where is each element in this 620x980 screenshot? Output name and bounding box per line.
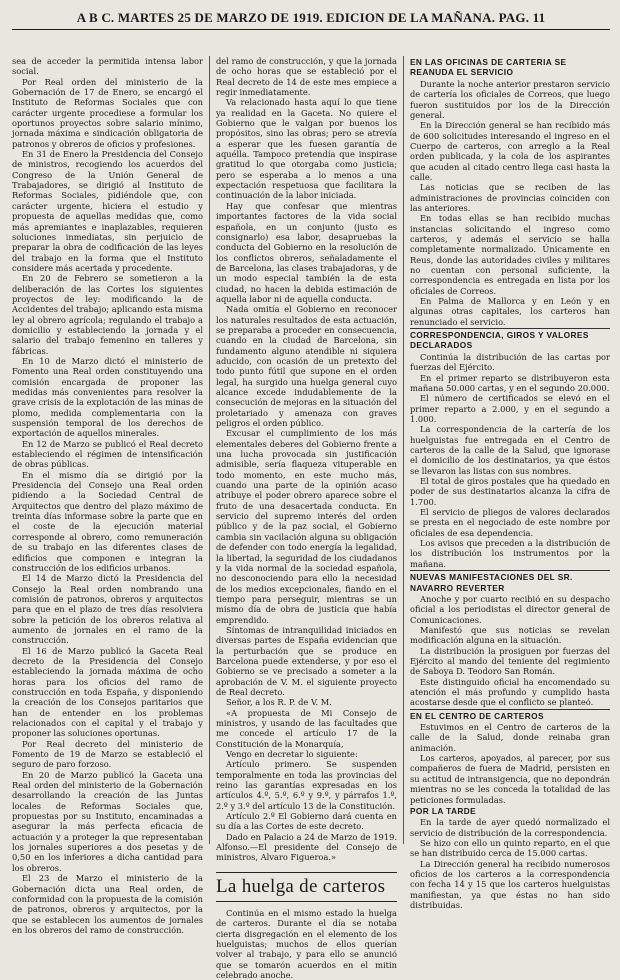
paragraph: «A propuesta de Mi Consejo de ministros, y usando de las facultades que me concede el artículo 17 de la Constitución de la Monarquía,	[216, 707, 397, 749]
paragraph: Dado en Palacio a 24 de Marzo de 1919. Alfonso.—El presidente del Consejo de ministros, Alvaro Figueroa.»	[216, 831, 397, 863]
paragraph: Excusar el cumplimiento de los más elementales deberes del Gobierno frente a una lucha provocada sin justificación admisible, sería flaqueza vituperable en todo momento, en este mucho más, cuando una parte de la opinión acaso atribuye el poder obrero aparece sobre el fruto de una desacertada conducta. En servicio del supremo interés del orden público y de la paz social, el Gobierno cambia sin vacilación alguna su obligación de defender con todo energía la legalidad, la libertad, la seguridad de los ciudadanos y la vida normal de la sociedad española, no desconociendo para ello la necesidad de los medios excepcionales, fiando en el tiempo para perseguir, mientras se un mismo día de obra de justicia que había emprendido.	[216, 428, 397, 625]
column-2	[209, 56, 403, 980]
paragraph: Señor, a los R. P. de V. M.	[226, 697, 332, 708]
paragraph: Continúa la distribución de las cartas por fuerzas del Ejército.	[410, 351, 610, 373]
paragraph: En 31 de Enero la Presidencia del Consejo de ministros, recogiendo los acuerdos del Congreso de la Unión General de Trabajadores, se dirigió al Instituto de Reformas Sociales, pidiéndole que, con carácter urgente, hiciera el estudio y propuesta de aquellas medidas que, como más apremiantes e inaplazables, requieren soluciones inmediatas, sin perjuicio de preparar la obra de codificación de las leyes del trabajo en la forma que el Instituto considere más acertada y procedente.	[12, 149, 203, 273]
paragraph: El total de giros postales que ha quedado en poder de sus destinatarios alcanza la cifra de 1.700.	[410, 476, 610, 507]
paragraph: En 20 de Marzo publicó la Gaceta una Real orden del ministerio de la Gobernación desarrollando la creación de las Juntas locales de Reformas Sociales que, propuestas por su Instituto, encaminadas a asegurar la más perfecta eficacia de actuación y a proteger la que representaban los jornales superiores a dos pesetas y de 0,50 en los inferiores a dicha cantidad para los obreros.	[12, 769, 203, 873]
paragraph: Las noticias que se reciben de las administraciones de provincias coinciden con las anteriores.	[410, 182, 610, 213]
paragraph: El 16 de Marzo publicó la Gaceta Real decreto de la Presidencia del Consejo estableciendo la jornada máxima de ocho horas para los oficios del ramo de construcción en toda España, y disponiendo la creación de los Consejos paritarios que han de entender en los problemas relacionados con el capital y el trabajo y proponer las soluciones oportunas.	[12, 645, 203, 739]
paragraph: Artículo 2.º El Gobierno dará cuenta en su día a las Cortes de este decreto.	[216, 811, 397, 832]
paragraph: Continúa en el mismo estado la huelga de carteros. Durante el día se notaba cierta disgregación en el elemento de los huelguistas; muchos de ellos querían volver al trabajo, y para ello se anunció que se tomarón acuerdos en el mitin celebrado anoche.	[216, 907, 397, 980]
paragraph: El 14 de Marzo dictó la Presidencia del Consejo la Real orden nombrando una comisión de patronos, obreros y arquitectos para que en el plazo de tres días resolviera sobre la petición de los obreros relativa al aumento de jornales en el ramo de la construcción.	[12, 573, 203, 646]
column-1	[12, 56, 209, 935]
article-title: La huelga de carteros	[216, 872, 397, 902]
paragraph: Vengo en decretar lo siguiente:	[226, 749, 358, 760]
masthead	[12, 4, 610, 30]
section-heading: EN LAS OFICINAS DE CARTERIA SE REANUDA EL SERVICIO	[410, 57, 567, 78]
section-heading: POR LA TARDE	[410, 805, 477, 816]
paragraph: La distribución la prosiguen por fuerzas del Ejército al mando del teniente del regimiento de Saboya D. Teodoro San Román.	[410, 645, 610, 677]
column-3	[403, 56, 610, 910]
paragraph: Artículo primero. Se suspenden temporalmente en toda las provincias del reino las garantías expresadas en los artículos 4.º, 5.º, 6.º y 9.º, y párrafos 1.º, 2.º y 3.º del artículo 13 de la Constitución.	[216, 759, 397, 811]
paragraph: En la tarde de ayer quedó normalizado el servicio de distribución de la correspondencia.	[410, 817, 610, 838]
paragraph: El número de certificados se elevó en el primer reparto a 2.000, y en el segundo a 1.000.	[410, 393, 610, 424]
paragraph: El servicio de pliegos de valores declarados se presta en el negociado de este nombre por oficiales de esa dependencia.	[410, 507, 610, 538]
section-heading: EN EL CENTRO DE CARTEROS	[410, 709, 610, 721]
section-heading: NUEVAS MANIFESTACIONES DEL SR. NAVARRO REVERTER	[410, 570, 610, 593]
paragraph: Por Real orden del ministerio de la Gobernación de 17 de Enero, se encargó el Instituto de Reformas Sociales que con carácter urgente procediese a formular los oportunos proyectos sobre salario mínimo, jornada máxima e sindicación obligatoria de patronos y obreros de oficios y profesiones.	[12, 76, 203, 149]
paragraph: Hay que confesar que mientras importantes factores de la vida social española, en un conjunto (justo es consignarlo) esa labor, desapruebas la conducta del Gobierno en la resolución de los conflictos obreros, señaladamente el de Barcelona, las clases trabajadoras, y de un modo especial también la de esta ciudad, no hacen la debida estimación de aquella labor ni de aquella conducta.	[216, 200, 397, 304]
paragraph: Se hizo con ello un quinto reparto, en el que se han distribuido cerca de 15.000 cartas.	[410, 837, 610, 859]
paragraph: Por Real decreto del ministerio de Fomento de 19 de Marzo se estableció el seguro de paro forzoso.	[12, 738, 203, 770]
paragraph: sea de acceder la permitida intensa labor social.	[12, 56, 203, 77]
masthead-text: A B C. MARTES 25 DE MARZO DE 1919. EDICION DE LA MAÑANA. PAG. 11	[76, 10, 546, 25]
paragraph: Los carteros, apoyados, al parecer, por sus compañeros de fuera de Madrid, persisten en su actitud de intransigencia, que no depondrán mientras no se les conceda la totalidad de las peticiones formuladas.	[410, 753, 610, 805]
paragraph: Durante la noche anterior prestaron servicio de cartería los oficiales de Correos, que luego fueron sustituidos por los de la Dirección general.	[410, 78, 610, 120]
paragraph: La Dirección general ha recibido numerosos oficios de los carteros a la correspondencia con fecha 14 y 15 que los carteros huelguistas manifiestan, ya que éstas no han sido distribuidas.	[410, 858, 610, 910]
section-heading: CORRESPONDENCIA, GIROS Y VALORES DECLARADOS	[410, 328, 610, 351]
paragraph: En todas ellas se han recibido muchas instancias solicitando el ingreso como carteros, y además el servicio se halla completamente normalizado. Únicamente en Reus, donde las autoridades civiles y militares no cuentan con personal suficiente, la correspondencia es entregada en lista por los oficiales de Correos.	[410, 213, 610, 296]
paragraph: Anoche y por cuarto recibió en su despacho oficial a los periodistas el director general de Comunicaciones.	[410, 593, 610, 625]
paragraph: El 23 de Marzo el ministerio de la Gobernación dicta una Real orden, de conformidad con la propuesta de la comisión de patronos, obreros y arquitectos, por la que se establecen los aumentos de jornales en los obreros del ramo de construcción.	[12, 873, 203, 935]
paragraph: del ramo de construcción, y que la jornada de ocho horas que se estableció por el Real decreto de 14 de este mes empiece a regir inmediatamente.	[216, 56, 397, 98]
paragraph: En 10 de Marzo dictó el ministerio de Fomento una Real orden constituyendo una comisión encargada de proponer las medidas más convenientes para resolver la grave crisis de la explotación de las minas de plomo, medida complementaria con la suspensión temporal de los derechos de exportación de aquellos minerales.	[12, 355, 204, 439]
paragraph: Va relacionado hasta aquí lo que tiene ya realidad en la Gaceta. No quiere el Gobierno que le valgan por buenos los propósitos, sino las obras; pero se atrevía a esperar que les fuesen garantía de aquélla. Tampoco pretendía que inspirase gratitud lo que otorgaba como justicia; pero se esperaba a lo menos a una expectación respetuosa que facilitara la continuación de la labor iniciada.	[216, 97, 397, 201]
paragraph: En el primer reparto se distribuyeron esta mañana 50.000 cartas, y en el segundo 20.000.	[410, 372, 610, 393]
paragraph: Síntomas de intranquilidad iniciados en diversas partes de España evidencian que la perturbación que se produce en Barcelona puede extenderse, y por eso el Gobierno se ve precisado a someter a la aprobación de V. M. el siguiente proyecto de Real decreto.	[216, 624, 397, 697]
paragraph: Los avisos que preceden a la distribución de los distribución los instrumentos por la mañana.	[410, 538, 610, 569]
paragraph: En 20 de Febrero se sometieron a la deliberación de las Cortes los siguientes proyectos de ley: modificando la de Accidentes del trabajo; aplicando esta misma ley al obrero agrícola; regulando el trabajo a domicilio y estableciendo la jornada y el salario del trabajo femenino en talleres y fábricas.	[12, 273, 203, 356]
paragraph: Nada omitía el Gobierno en reconocer los naturales resultados de esta actuación, se preparaba a proceder en consecuencia, cuando en la ciudad de Barcelona, sin fundamento alguno atendible ni siquiera aducido, con ocasión de un pretexto del todo punto fútil que supone en el orden legal, ha surgido una huelga general cuyo alcance excede indudablemente de la consecución de mejoras en la situación del proletariado y amenaza con graves peligros el orden público.	[216, 304, 397, 429]
paragraph: En Palma de Mallorca y en León y en algunas otras capitales, los carteros han renunciado el servicio.	[410, 296, 610, 327]
paragraph: Estuvimos en el Centro de carteros de la calle de la Salud, donde reinaba gran animación.	[410, 722, 610, 753]
paragraph: La correspondencia de la cartería de los huelguistas fue entregada en el Centro de carteros de la calle de la Salud, que ignorase el domicilio de los destinatarios, ya que éstos se llevaron las listas con sus nombres.	[410, 424, 610, 476]
paragraph: Manifestó que sus noticias se revelan modificación alguna en la situación.	[410, 624, 610, 646]
paragraph: En 12 de Marzo se publicó el Real decreto estableciendo el régimen de intensificación de obras públicas.	[12, 438, 203, 470]
columns	[12, 56, 610, 980]
paragraph: En la Dirección general se han recibido más de 600 solicitudes interesando el ingreso en el Cuerpo de carteros, con arreglo a la Real orden publicada, y la cola de los aspirantes que acuden al citado centro llega casi hasta la calle.	[410, 120, 610, 182]
paragraph: Este distinguido oficial ha encomendado su atención el más profundo y cumplido hasta acostarse desde que el conflicto se planteó.	[410, 676, 610, 708]
paragraph: En el mismo día se dirigió por la Presidencia del Consejo una Real orden pidiendo a la Sociedad Central de Arquitectos que dentro del plazo máximo de treinta días informase sobre la parte que en el coste de la ejecución material corresponde al obrero, como remuneración de su trabajo en las diferentes clases de edificios que componen e integran la construcción de los edificios urbanos.	[12, 469, 203, 573]
